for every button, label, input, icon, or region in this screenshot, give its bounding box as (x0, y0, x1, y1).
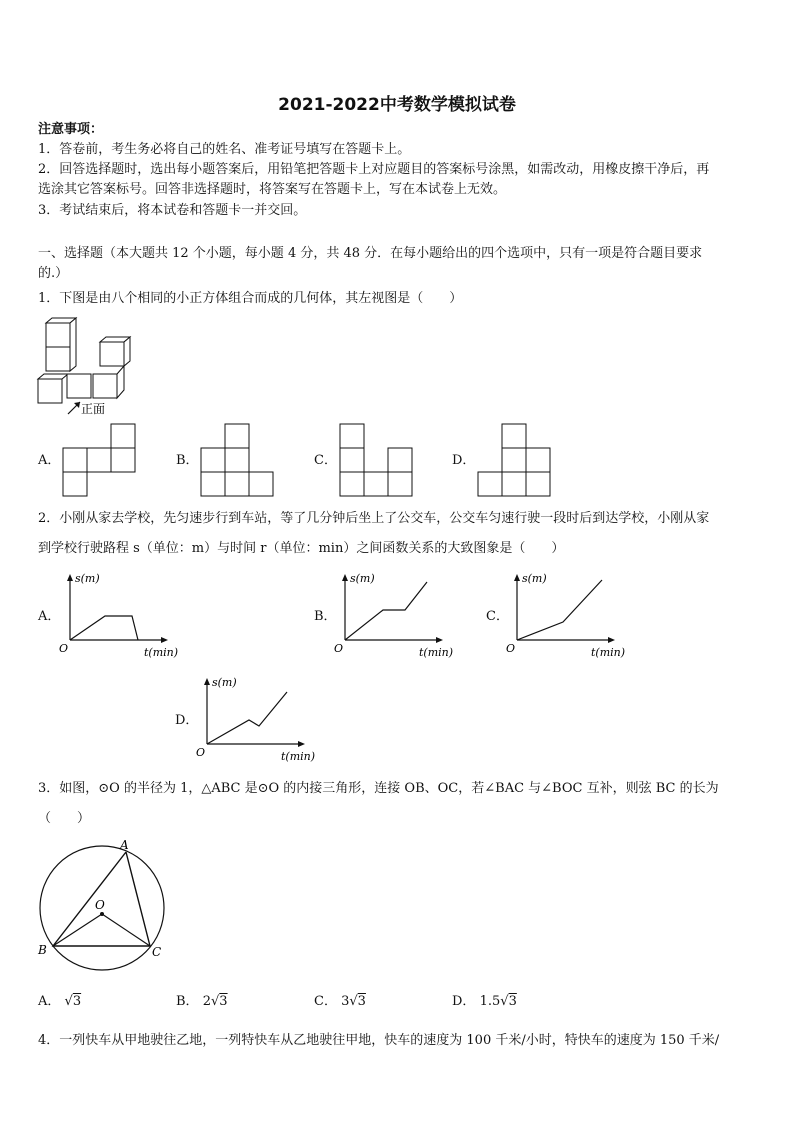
q1-option-d-figure (477, 423, 553, 497)
origin-label: O (506, 642, 516, 655)
option-radicand: 3 (72, 994, 82, 1009)
point-o-label: O (95, 898, 105, 912)
option-coef: 2 (202, 994, 211, 1009)
origin-label: O (196, 746, 206, 759)
q3-stem: 3．如图，⊙O 的半径为 1，△ABC 是⊙O 的内接三角形，连接 OB、OC，若∠BAC 与∠BOC 互补，则弦 BC 的长为 (38, 781, 719, 796)
section-heading-cont: 的.） (38, 266, 69, 281)
q1-option-a-figure (62, 423, 138, 497)
q3-option-c[interactable] (314, 993, 366, 1011)
q2-stem: 2．小刚从家去学校，先匀速步行到车站，等了几分钟后坐上了公交车，公交车匀速行驶一段时后到达学校，小刚从家 (38, 511, 710, 526)
section-heading: 一、选择题（本大题共 12 个小题，每小题 4 分，共 48 分．在每小题给出的四个选项中，只有一项是符合题目要求 (38, 246, 703, 261)
x-axis-label: t(min) (591, 646, 626, 659)
q1-stem: 1．下图是由八个相同的小正方体组合而成的几何体，其左视图是（ ） (38, 291, 463, 306)
x-axis-label: t(min) (281, 750, 316, 763)
notes-item: 2．回答选择题时，选出每小题答案后，用铅笔把答题卡上对应题目的答案标号涂黑，如需改动，用橡皮擦干净后，再 (38, 162, 710, 177)
y-axis-label: s(m) (75, 572, 100, 585)
option-c-label[interactable]: C． (314, 453, 337, 468)
q2-stem-cont: 到学校行驶路程 s（单位：m）与时间 r（单位：min）之间函数关系的大致图象是（ ） (38, 541, 565, 556)
x-axis-label: t(min) (419, 646, 454, 659)
q2-graph-a (60, 572, 185, 660)
y-axis-arrow-icon (67, 574, 73, 581)
option-b-label[interactable]: B． (314, 609, 337, 624)
option-a-label[interactable]: A． (38, 609, 61, 624)
sqrt-icon: √ (64, 994, 73, 1009)
option-d-label[interactable]: D． (452, 453, 476, 468)
option-radicand: 3 (357, 994, 366, 1009)
origin-label: O (59, 642, 69, 655)
sqrt-icon: √ (210, 994, 220, 1009)
graph-line (345, 582, 427, 640)
option-letter: C． (314, 994, 337, 1009)
q2-graph-b (335, 572, 460, 660)
notes-item: 1．答卷前，考生务必将自己的姓名、准考证号填写在答题卡上。 (38, 142, 411, 157)
option-radicand: 3 (219, 994, 228, 1009)
x-axis-arrow-icon (608, 637, 615, 643)
q3-stem-cont: （ ） (38, 811, 91, 826)
q4-stem: 4．一列快车从甲地驶往乙地，一列特快车从乙地驶往甲地，快车的速度为 100 千米/小时，特快车的速度为 150 千米/ (38, 1033, 720, 1048)
q3-circle-figure (34, 838, 174, 978)
notes-item: 选涂其它答案标号。回答非选择题时，将答案写在答题卡上，写在本试卷上无效。 (38, 182, 507, 197)
origin-label: O (334, 642, 344, 655)
front-label: 正面 (81, 402, 106, 416)
sqrt-icon: √ (500, 994, 509, 1009)
option-letter: D． (452, 994, 476, 1009)
graph-line (207, 692, 287, 744)
x-axis-label: t(min) (144, 646, 179, 659)
point-b-label: B (38, 943, 47, 957)
q3-option-a[interactable] (38, 993, 81, 1011)
x-axis-arrow-icon (298, 741, 305, 747)
sqrt-icon: √ (349, 994, 358, 1009)
y-axis-arrow-icon (204, 678, 210, 685)
q3-option-b[interactable] (176, 993, 228, 1011)
graph-line (517, 580, 602, 640)
q1-option-b-figure (200, 423, 276, 497)
q1-solid-figure (36, 318, 146, 418)
q3-option-d[interactable] (452, 993, 517, 1011)
notes-heading: 注意事项： (38, 122, 104, 137)
point-c-label: C (152, 945, 162, 959)
y-axis-arrow-icon (342, 574, 348, 581)
notes-item: 3．考试结束后，将本试卷和答题卡一并交回。 (38, 203, 307, 218)
option-coef: 1.5 (479, 994, 501, 1009)
option-c-label[interactable]: C． (486, 609, 509, 624)
y-axis-label: s(m) (522, 572, 547, 585)
y-axis-label: s(m) (212, 676, 237, 689)
option-letter: A． (38, 994, 61, 1009)
option-d-label[interactable]: D． (175, 713, 199, 728)
option-letter: B． (176, 994, 199, 1009)
x-axis-arrow-icon (161, 637, 168, 643)
option-radicand: 3 (508, 994, 517, 1009)
page-title: 2021-2022中考数学模拟试卷 (278, 95, 516, 115)
y-axis-label: s(m) (350, 572, 375, 585)
q2-graph-d (197, 676, 322, 764)
point-a-label: A (120, 838, 129, 852)
graph-line (70, 616, 138, 640)
option-coef: 3 (341, 994, 350, 1009)
q1-option-c-figure (339, 423, 415, 497)
y-axis-arrow-icon (514, 574, 520, 581)
option-a-label[interactable]: A． (38, 453, 61, 468)
q2-graph-c (507, 572, 632, 660)
option-b-label[interactable]: B． (176, 453, 199, 468)
x-axis-arrow-icon (436, 637, 443, 643)
